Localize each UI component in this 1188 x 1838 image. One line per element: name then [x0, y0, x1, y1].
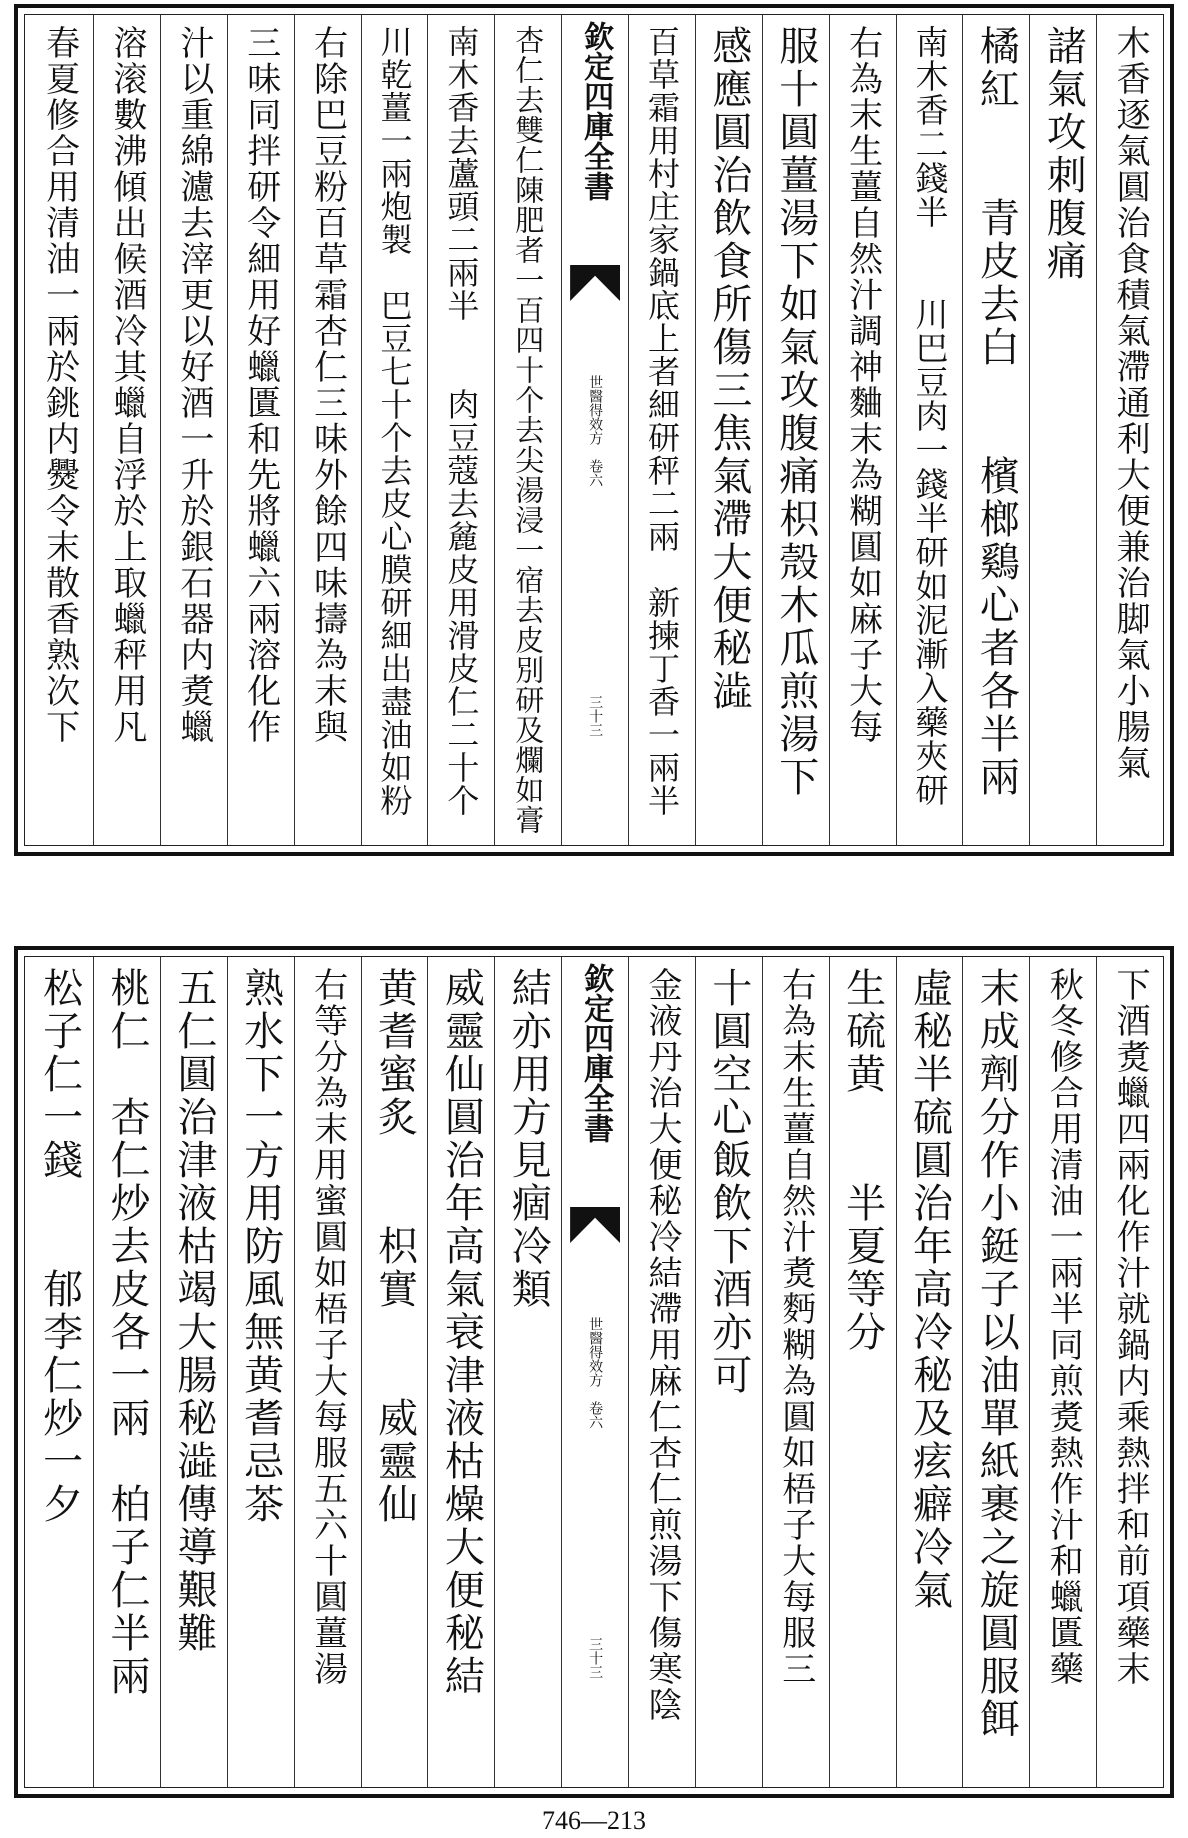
- book-title: 欽定四庫全書: [578, 21, 614, 201]
- text-column: [427, 15, 494, 845]
- column-text: 十圓空心飯飲下酒亦可: [705, 967, 752, 1397]
- text-column: [361, 957, 428, 1787]
- column-text: 秋冬修合用清油一兩半同煎煑熱作汁和蠟匱藥: [1043, 967, 1084, 1687]
- text-column: [829, 15, 896, 845]
- column-text: 諸氣攻刺腹痛: [1040, 25, 1087, 283]
- fish-tail-mark-icon: [570, 265, 620, 301]
- text-column: [494, 957, 561, 1787]
- column-text: 百草霜用村庄家鍋底上者細研秤二兩 新揀丁香一兩半: [642, 25, 681, 817]
- text-column: [26, 957, 93, 1787]
- text-column: [695, 15, 762, 845]
- book-title: 欽定四庫全書: [578, 963, 614, 1143]
- text-column: [896, 957, 963, 1787]
- column-text: 虛秘半硫圓治年高冷秘及痃癖冷氣: [906, 967, 953, 1612]
- column-text: 汁以重綿濾去滓更以好酒一升於銀石器内煑蠟: [173, 25, 214, 745]
- text-column: [227, 957, 294, 1787]
- column-text: 三味同拌研令細用好蠟匱和先將蠟六兩溶化作: [240, 25, 281, 745]
- column-text: 黄耆蜜炙 枳實 威靈仙: [371, 967, 418, 1526]
- bottom-page: [14, 946, 1174, 1798]
- text-column: [762, 15, 829, 845]
- column-text: 桃仁 杏仁炒去皮各一兩 柏子仁半兩: [103, 967, 150, 1698]
- top-text-block: [24, 14, 1164, 846]
- column-text: 橘紅 青皮去白 檳榔鷄心者各半兩: [973, 25, 1020, 799]
- text-column: [628, 957, 695, 1787]
- column-text: 川乾薑一兩炮製 巴豆七十个去皮心膜研細出盡油如粉: [375, 25, 414, 817]
- text-column: [361, 15, 428, 845]
- top-page: [14, 4, 1174, 856]
- column-text: 溶滚數沸傾出候酒冷其蠟自浮於上取蠟秤用凡: [106, 25, 147, 745]
- folio-number: 三十三: [587, 1637, 604, 1679]
- page-number: 746—213: [542, 1806, 646, 1835]
- text-column: [695, 957, 762, 1787]
- text-column: [628, 15, 695, 845]
- text-column: [160, 957, 227, 1787]
- center-margin-column: [561, 957, 628, 1787]
- column-text: 右除巴豆粉百草霜杏仁三味外餘四味擣為末與: [307, 25, 348, 745]
- text-column: [1096, 15, 1163, 845]
- volume-info: 世醫得效方 卷六: [587, 375, 604, 487]
- text-column: [962, 15, 1029, 845]
- column-text: 南木香二錢半 川巴豆肉一錢半研如泥漸入藥夾研: [910, 25, 950, 807]
- text-column: [93, 15, 160, 845]
- column-text: 南木香去蘆頭二兩半 肉豆蔻去麄皮用滑皮仁二十个: [442, 25, 481, 817]
- text-column: [294, 957, 361, 1787]
- text-column: [1096, 957, 1163, 1787]
- column-text: 熟水下一方用防風無黄耆忌茶: [237, 967, 284, 1526]
- column-text: 感應圓治飲食所傷三焦氣滯大便秘澁: [705, 25, 752, 713]
- column-text: 金液丹治大便秘冷結滯用麻仁杏仁煎湯下傷寒陰: [641, 967, 682, 1723]
- text-column: [160, 15, 227, 845]
- column-text: 五仁圓治津液枯竭大腸秘澁傳導艱難: [170, 967, 217, 1655]
- text-column: [294, 15, 361, 845]
- text-column: [26, 15, 93, 845]
- column-text: 生硫黄 半夏等分: [839, 967, 886, 1354]
- column-text: 春夏修合用清油一兩於銚内㸑令末散香熟次下: [39, 25, 80, 745]
- text-column: [762, 957, 829, 1787]
- text-column: [93, 957, 160, 1787]
- column-text: 右為末生薑自然汁調神麯末為糊圓如麻子大每: [842, 25, 883, 745]
- column-text: 松子仁一錢 郁李仁炒一夕: [36, 967, 83, 1526]
- column-text: 服十圓薑湯下如氣攻腹痛枳殼木瓜煎湯下: [772, 25, 819, 799]
- volume-info: 世醫得效方 卷六: [587, 1317, 604, 1429]
- text-column: [227, 15, 294, 845]
- text-column: [494, 15, 561, 845]
- text-column: [1029, 15, 1096, 845]
- folio-number: 三十三: [587, 695, 604, 737]
- column-text: 右為末生薑自然汁煑麪糊為圓如梧子大每服三: [775, 967, 816, 1687]
- text-column: [962, 957, 1029, 1787]
- text-column: [1029, 957, 1096, 1787]
- fish-tail-mark-icon: [570, 1207, 620, 1243]
- column-text: 威靈仙圓治年高氣衰津液枯燥大便秘結: [438, 967, 485, 1698]
- text-column: [896, 15, 963, 845]
- center-margin-column: [561, 15, 628, 845]
- column-text: 結亦用方見痼冷類: [505, 967, 552, 1311]
- column-text: 杏仁去雙仁陳肥者一百四十个去尖湯浸一宿去皮別研及爛如膏: [511, 25, 546, 835]
- column-text: 下酒煑蠟四兩化作汁就鍋内乘熱拌和前項藥末: [1110, 967, 1151, 1687]
- column-text: 末成劑分作小鋌子以油單紙裹之旋圓服餌: [973, 967, 1020, 1741]
- column-text: 木香逐氣圓治食積氣滯通利大便兼治脚氣小腸氣: [1110, 25, 1151, 781]
- column-text: 右等分為末用蜜圓如梧子大每服五六十圓薑湯: [307, 967, 348, 1687]
- bottom-text-block: [24, 956, 1164, 1788]
- text-column: [829, 957, 896, 1787]
- text-column: [427, 957, 494, 1787]
